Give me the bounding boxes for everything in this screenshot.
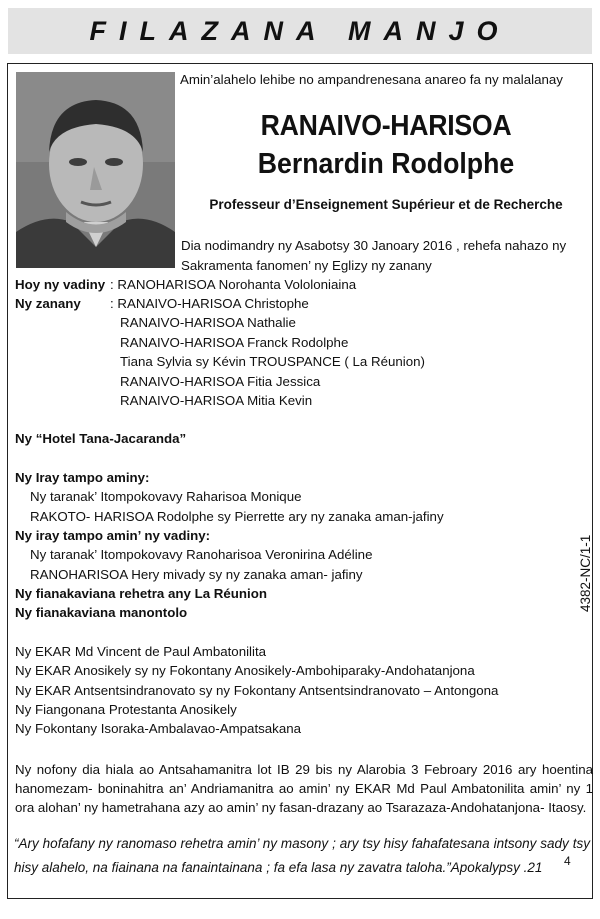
- header-banner: [8, 8, 592, 54]
- child-2: RANAIVO-HARISOA Nathalie: [120, 315, 296, 330]
- portrait-photo: [16, 72, 175, 268]
- deceased-given-names: Bernardin Rodolphe: [257, 148, 515, 180]
- child-1: : RANAIVO-HARISOA Christophe: [110, 296, 309, 311]
- siblings-heading: Ny Iray tampo aminy:: [15, 470, 150, 485]
- death-line-2: Sakramenta fanomen’ ny Eglizy ny zanany: [181, 258, 432, 273]
- spouse-label: Hoy ny vadiny: [15, 277, 106, 292]
- header-title: FILAZANA MANJO: [89, 15, 511, 46]
- portrait-image: [16, 72, 175, 268]
- hotel-label: Ny “Hotel Tana-Jacaranda”: [15, 431, 187, 446]
- death-line-1: Dia nodimandry ny Asabotsy 30 Janoary 2016 , rehefa nahazo ny: [181, 238, 567, 253]
- children-label: Ny zanany: [15, 296, 81, 311]
- child-3: RANAIVO-HARISOA Franck Rodolphe: [120, 335, 349, 350]
- community-5: Ny Fokontany Isoraka-Ambalavao-Ampatsakana: [15, 721, 302, 736]
- community-1: Ny EKAR Md Vincent de Paul Ambatonilita: [15, 644, 267, 659]
- family-all: Ny fianakaviana manontolo: [15, 605, 188, 620]
- family-reunion: Ny fianakaviana rehetra any La Réunion: [15, 586, 267, 601]
- siblings-line-1: Ny taranak’ Itompokovavy Raharisoa Monique: [30, 489, 302, 504]
- spouse-value: : RANOHARISOA Norohanta Vololoniaina: [110, 277, 357, 292]
- intro-text: Amin’alahelo lehibe no ampandrenesana anareo fa ny malalanay: [180, 72, 563, 87]
- quote-verse-number: 4: [564, 854, 571, 868]
- community-2: Ny EKAR Anosikely sy ny Fokontany Anosikely-Ambohiparaky-Andohatanjona: [15, 663, 475, 678]
- child-4: Tiana Sylvia sy Kévin TROUSPANCE ( La Réunion): [120, 354, 425, 369]
- child-5: RANAIVO-HARISOA Fitia Jessica: [120, 374, 321, 389]
- child-6: RANAIVO-HARISOA Mitia Kevin: [120, 393, 313, 408]
- siblings-line-2: RAKOTO- HARISOA Rodolphe sy Pierrette ary ny zanaka aman-jafiny: [30, 509, 444, 524]
- community-4: Ny Fiangonana Protestanta Anosikely: [15, 702, 237, 717]
- scripture-quote: “Ary hofafany ny ranomaso rehetra amin’ ny masony ; ary tsy hisy fahafatesana intsony sady tsy hisy alahelo, na fiainana na fanaintainana ; fa efa lasa ny zavatra taloha.”Apokalypsy .21: [14, 836, 590, 875]
- community-3: Ny EKAR Antsentsindranovato sy ny Fokontany Antsentsindranovato – Antongona: [15, 683, 499, 698]
- deceased-profession: Professeur d’Enseignement Supérieur et de Recherche: [209, 197, 563, 212]
- reference-code: 4382-NC/1-1: [578, 534, 593, 612]
- inlaw-siblings-line-2: RANOHARISOA Hery mivady sy ny zanaka aman- jafiny: [30, 567, 363, 582]
- funeral-details: Ny nofony dia hiala ao Antsahamanitra lot IB 29 bis ny Alarobia 3 Febroary 2016 ary hoentina hanomezam- boninahitra an’ Andriamanitra ao amin’ ny EKAR Md Paul Ambatonilita amin’ ny 1 ora alohan’ ny hametrahana azy ao amin’ ny fasan-drazany ao Tsarazaza-Andohatanjona- Itaosy.: [15, 762, 593, 815]
- deceased-surname: RANAIVO-HARISOA: [260, 110, 512, 142]
- inlaw-siblings-heading: Ny iray tampo amin’ ny vadiny:: [15, 528, 211, 543]
- inlaw-siblings-line-1: Ny taranak’ Itompokovavy Ranoharisoa Veronirina Adéline: [30, 547, 373, 562]
